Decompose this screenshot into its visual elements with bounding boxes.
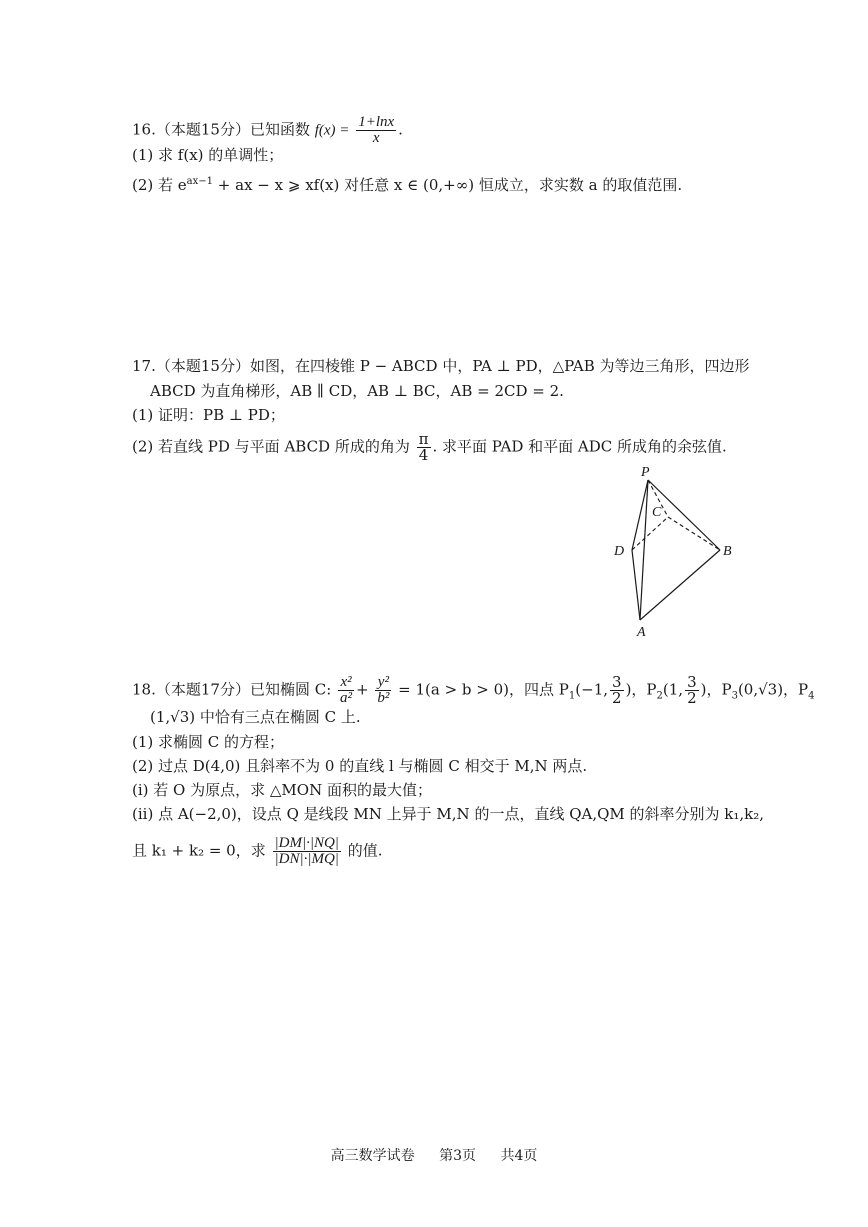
q18-sub2ii: (ii) 点 A(−2,0)，设点 Q 是线段 MN 上异于 M,N 的一点，直线 QA,QM 的斜率分别为 k₁,k₂, (132, 805, 765, 823)
label-B: B (723, 544, 732, 559)
edge-DA (632, 550, 640, 620)
q17-angle-fraction: $\frac{\pi}{4}$ (418, 430, 429, 464)
q16-part1: (1) 求 f(x) 的单调性； (132, 146, 284, 164)
q17-line1: 17.（本题15分）如图，在四棱锥 P − ABCD 中，PA ⊥ PD，△PAB 为等边三角形，四边形 (132, 357, 750, 375)
q18-sub1: (1) 求椭圆 C 的方程； (132, 733, 285, 751)
q18-last: 且 k₁ + k₂ = 0，求 $\frac{|DM|\cdot|NQ|}{|DN|\cdot|MQ|}$ 的值. (132, 835, 383, 867)
q18-ratio-fraction: $\frac{|DM|\cdot|NQ|}{|DN|\cdot|MQ|}$ (274, 835, 339, 867)
label-A: A (637, 625, 646, 640)
page-footer (0, 1145, 868, 1165)
q18-sub2i: (i) 若 O 为原点，求 △MON 面积的最大值； (132, 781, 432, 799)
q18-line2: (1,√3) 中恰有三点在椭圆 C 上. (150, 708, 361, 726)
edge-CB (668, 517, 720, 550)
q17-part1: (1) 证明：PB ⊥ PD； (132, 406, 285, 424)
footer-title: 高三数学试卷 (330, 1148, 415, 1164)
q18-line1: 18.（本题17分）已知椭圆 C: $\frac{\text{x²}}{\text{a²}}$ + $\frac{\text{y²}}{\text{b²}}$ = 1(a > b > 0)，四点 $P_1(-1$, $\frac{3}{2}$ )，$P_2(1$, $\frac{3}{2}$ )，$P_3(0,√3)$，$P_4$ (132, 673, 815, 707)
pyramid-figure (608, 462, 748, 640)
q18-sub2: (2) 过点 D(4,0) 且斜率不为 0 的直线 l 与椭圆 C 相交于 M,N 两点. (132, 757, 588, 775)
q16-part2: (2) 若 $e^{ax-1}$ + ax − x ⩾ xf(x) 对任意 x ∈ (0,+∞) 恒成立，求实数 a 的取值范围. (132, 176, 683, 194)
q16-fraction: $\frac{1+\ln x}{x}$ (358, 114, 395, 146)
footer-page: 第3页 (439, 1148, 476, 1164)
edge-DC (632, 517, 668, 550)
label-D: D (614, 544, 625, 559)
q17-line2: ABCD 为直角梯形，AB ∥ CD，AB ⊥ BC，AB = 2CD = 2. (150, 382, 564, 400)
edge-AB (640, 550, 720, 620)
edge-PA (640, 480, 648, 620)
label-P: P (641, 465, 650, 480)
q17-part2: (2) 若直线 PD 与平面 ABCD 所成的角为 $\frac{\pi}{4}$ . 求平面 PAD 和平面 ADC 所成角的余弦值. (132, 430, 727, 464)
q16-header: 16.（本题15分）已知函数 f(x) = $\frac{1+\ln x}{x}$ . (132, 114, 403, 146)
label-C: C (652, 505, 662, 520)
footer-total: 共4页 (500, 1148, 538, 1164)
pyramid-diagram (608, 462, 748, 640)
